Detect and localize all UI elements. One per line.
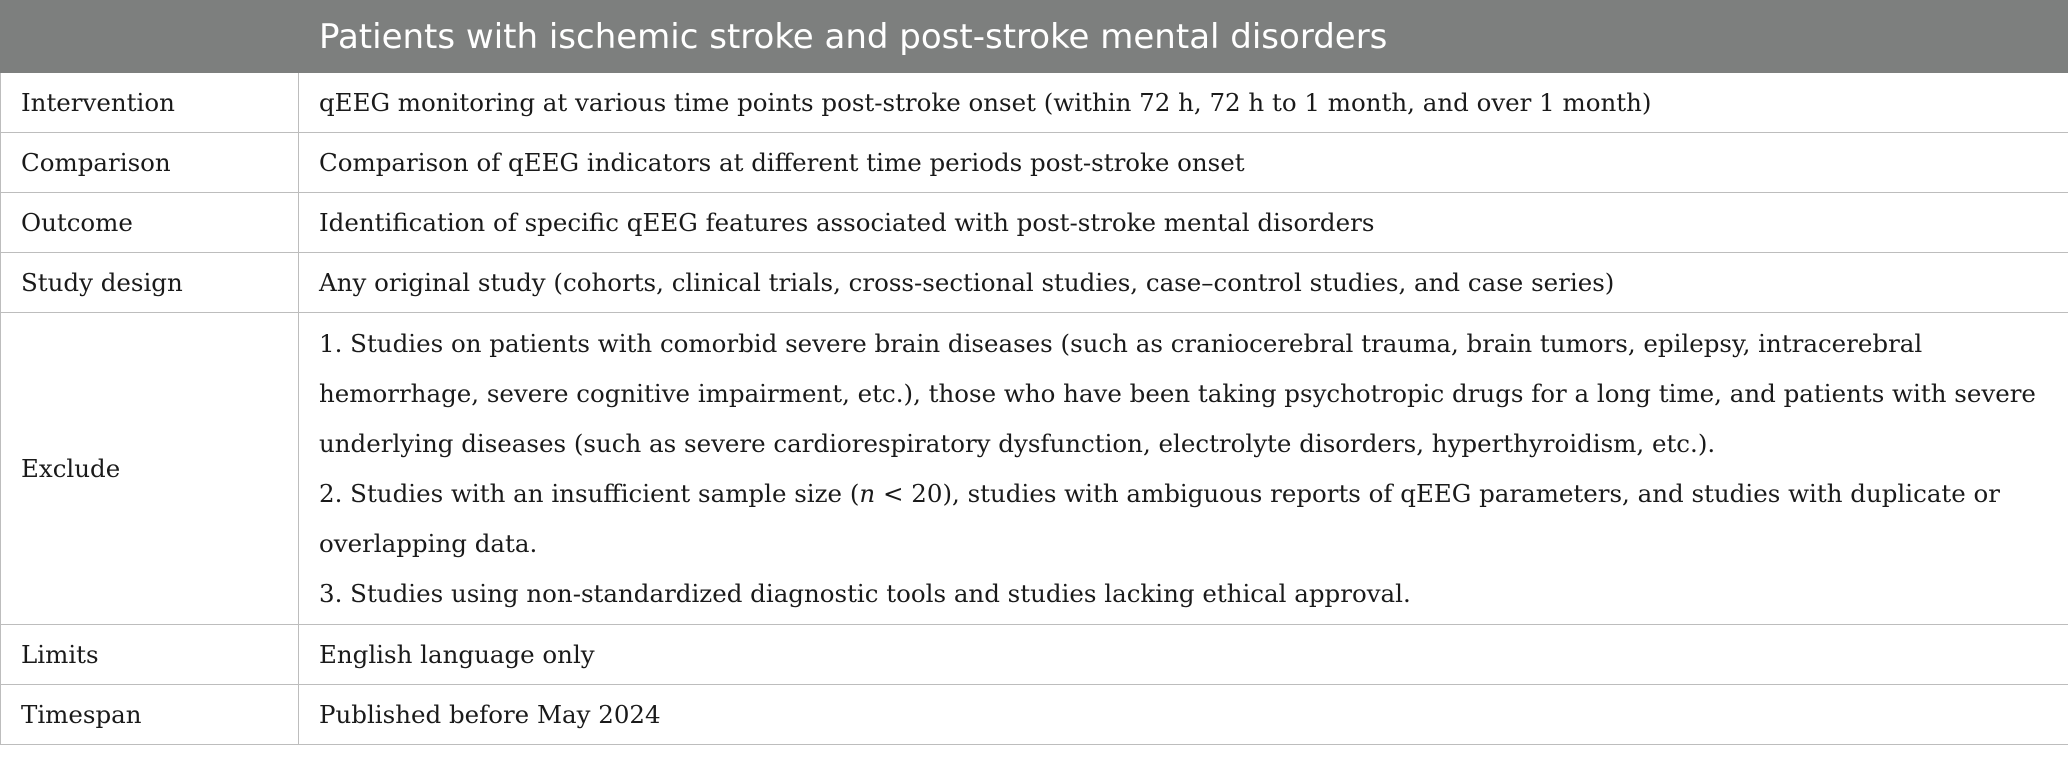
- table-row: [1, 685, 2068, 745]
- table-row: [1, 193, 2068, 253]
- table-row: [1, 313, 2068, 625]
- row-label-exclude: Exclude: [1, 313, 299, 625]
- header-empty-cell: [1, 1, 299, 73]
- exclude-item-2-after: < 20), studies with ambiguous reports of qEEG parameters, and studies with duplicate or overlapping data.: [319, 478, 2001, 558]
- exclude-item-3: 3. Studies using non-standardized diagnostic tools and studies lacking ethical approval.: [319, 578, 1411, 608]
- exclude-item-1: 1. Studies on patients with comorbid severe brain diseases (such as craniocerebral trauma, brain tumors, epilepsy, intracerebral hemorrhage, severe cognitive impairment, etc.), those who have been taking psychotropic drugs for a long time, and patients with severe underlying diseases (such as severe cardiorespiratory dysfunction, electrolyte disorders, hyperthyroidism, etc.).: [319, 328, 2036, 458]
- table-row: [1, 253, 2068, 313]
- exclude-item-2: [319, 469, 2048, 569]
- row-label-comparison: Comparison: [1, 133, 299, 193]
- row-label-timespan: Timespan: [1, 685, 299, 745]
- exclude-item-2-before: 2. Studies with an insufficient sample size (: [319, 478, 860, 508]
- row-label-outcome: Outcome: [1, 193, 299, 253]
- table-row: [1, 625, 2068, 685]
- row-label-limits: Limits: [1, 625, 299, 685]
- row-value-timespan: Published before May 2024: [299, 685, 2068, 745]
- row-value-limits: English language only: [299, 625, 2068, 685]
- row-value-outcome: Identification of specific qEEG features associated with post-stroke mental disorders: [299, 193, 2068, 253]
- table-row: [1, 133, 2068, 193]
- table-row: [1, 73, 2068, 133]
- header-title: Patients with ischemic stroke and post-stroke mental disorders: [299, 1, 2068, 73]
- row-value-exclude: [299, 313, 2068, 625]
- row-value-intervention: qEEG monitoring at various time points post-stroke onset (within 72 h, 72 h to 1 month, and over 1 month): [299, 73, 2068, 133]
- row-value-comparison: Comparison of qEEG indicators at different time periods post-stroke onset: [299, 133, 2068, 193]
- row-label-intervention: Intervention: [1, 73, 299, 133]
- exclude-item-2-italic: n: [859, 478, 876, 508]
- header-row: [1, 1, 2068, 73]
- row-label-study-design: Study design: [1, 253, 299, 313]
- row-value-study-design: Any original study (cohorts, clinical trials, cross-sectional studies, case–control studies, and case series): [299, 253, 2068, 313]
